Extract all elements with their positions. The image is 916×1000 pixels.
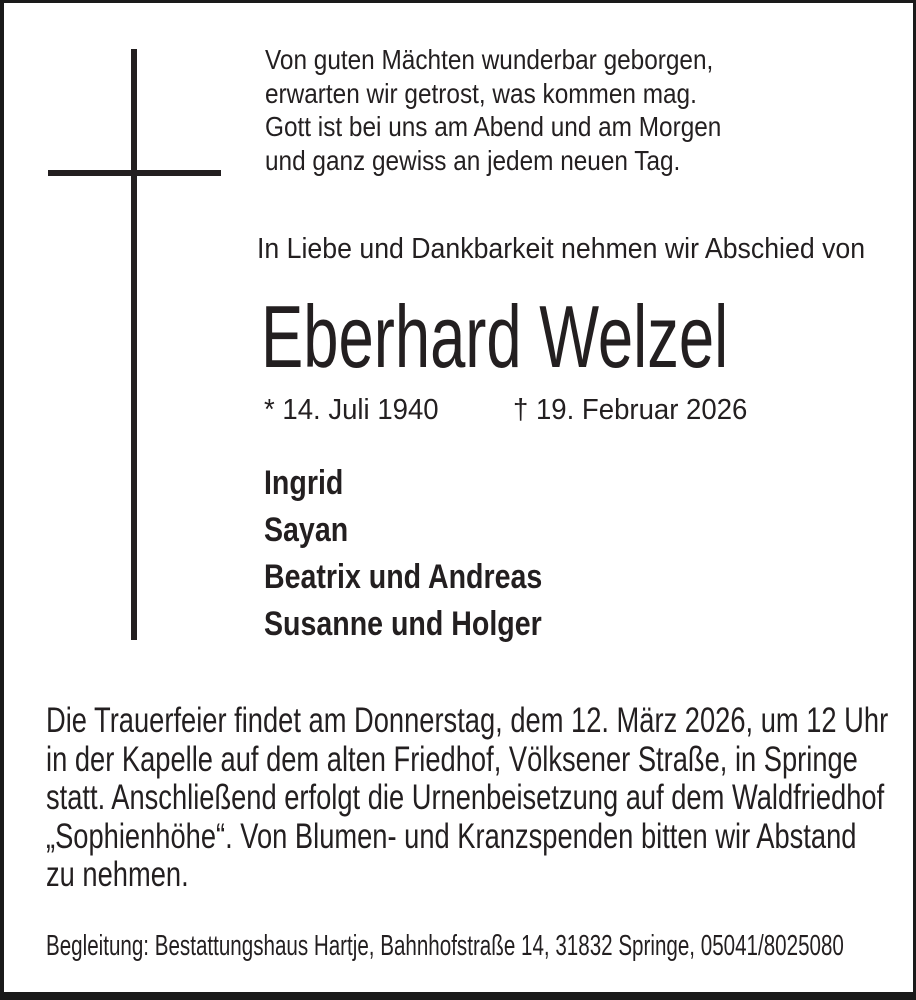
poem-line: Von guten Mächten wunderbar geborgen, [265, 44, 714, 75]
farewell-intro: In Liebe und Dankbarkeit nehmen wir Abschied von [257, 233, 866, 265]
funeral-line: zu nehmen. [46, 855, 189, 894]
funeral-details [46, 702, 888, 895]
mourners-list [264, 460, 542, 648]
mourner-name: Ingrid [264, 464, 344, 502]
birth-date: * 14. Juli 1940 [264, 394, 439, 426]
memorial-poem [265, 43, 721, 177]
poem-line: erwarten wir getrost, was kommen mag. [265, 77, 697, 109]
deceased-name: Eberhard Welzel [261, 287, 729, 386]
funeral-line: statt. Anschließend erfolgt die Urnenbeisetzung auf dem Waldfriedhof [46, 778, 885, 817]
mourner-name: Sayan [264, 511, 349, 549]
funeral-line: Die Trauerfeier findet am Donnerstag, dem 12. März 2026, um 12 Uhr [46, 701, 889, 740]
mourner-name: Beatrix und Andreas [264, 558, 543, 596]
cross-vertical-bar [131, 49, 137, 640]
funeral-line: in der Kapelle auf dem alten Friedhof, Völksener Straße, in Springe [46, 739, 858, 779]
funeral-line: „Sophienhöhe“. Von Blumen- und Kranzspenden bitten wir Abstand [46, 816, 857, 856]
mourner-name: Susanne und Holger [264, 605, 542, 643]
death-date: † 19. Februar 2026 [513, 394, 748, 426]
poem-line: und ganz gewiss an jedem neuen Tag. [265, 144, 681, 176]
funeral-home-contact: Begleitung: Bestattungshaus Hartje, Bahnhofstraße 14, 31832 Springe, 05041/8025080 [46, 930, 844, 962]
cross-horizontal-bar [48, 170, 221, 176]
poem-line: Gott ist bei uns am Abend und am Morgen [265, 111, 722, 142]
